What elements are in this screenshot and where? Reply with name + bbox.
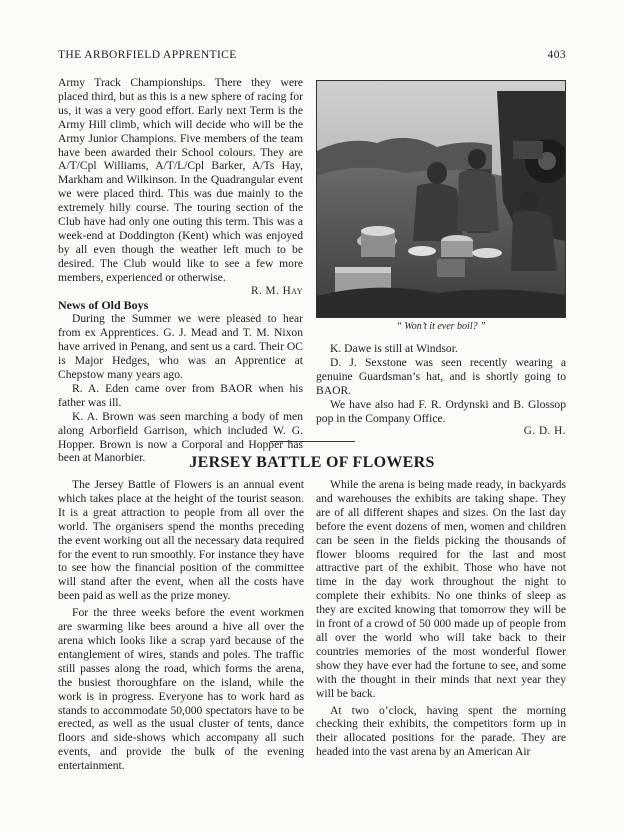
running-header	[58, 49, 566, 65]
photo-caption: “ Won’t it ever boil? ”	[396, 321, 486, 332]
article-left-paragraph-1: The Jersey Battle of Flowers is an annual event which takes place at the height of the tourist season. It is a great attraction to people from all over the world. The organisers spend the months preceding the event working out all the necessary data required for the event to run smoothly. For instance they have to see how the financial position of the committee will stand after the event, when all the costs have been paid as well as the prize money.	[58, 478, 304, 603]
visitors-paragraph: We have also had F. R. Ordynski and B. Glossop pop in the Company Office.	[316, 397, 566, 425]
old-boys-subheading: News of Old Boys	[58, 297, 149, 312]
article-headline: JERSEY BATTLE OF FLOWERS	[189, 454, 435, 471]
sexstone-paragraph: D. J. Sexstone was seen recently wearing a genuine Guardsman’s hat, and is shortly going to BAOR.	[316, 355, 566, 397]
athletics-paragraph: Army Track Championships. There they were placed third, but as this is a new sphere of racing for us, it was a very good effort. Early next Term is the Army Hill climb, which will decide who will be the Army Junior Champions. Five members of the team have been awarded their School colours. They are A/T/Cpl Williams, A/T/L/Cpl Barker, A/Ts Hay, Markham and Wilkinson. In the Quadrangular event we were placed third. This was due mainly to the extremely hilly course. The touring section of the Club have had only one outing this term. This was a week-end at Doddington (Kent) which was enjoyed by all even though the weather left much to be desired. The Club would like to see a few more members, experienced or otherwise.	[58, 76, 303, 284]
signature-rmh: R. M. Hay	[251, 284, 303, 297]
old-boys-paragraph-1: During the Summer we were pleased to hear from ex Apprentices. G. J. Mead and T. M. Nixon have arrived in Penang, and sent us a card. Their OC is Major Hedges, who was an Apprentice at Chepstow many years ago.	[58, 312, 303, 382]
article-left-column	[58, 478, 304, 773]
article-right-paragraph-2: At two o’clock, having spent the morning checking their exhibits, the competitors form up in their allocated positions for the parade. They are headed into the vast arena by an American Air	[316, 703, 566, 759]
campsite-photo	[316, 80, 566, 318]
top-left-column	[58, 76, 303, 465]
article-right-column	[316, 478, 566, 759]
article-right-paragraph-1: While the arena is being made ready, in backyards and warehouses the exhibits are taking shape. They are of all different shapes and sizes. On the last day before the event dozens of men, women and children can be seen in the fields picking the thousands of flower blooms required for the last and most attractive part of the exhibit. Those who have not time in the day work throughout the night to complete their exhibits. No one thinks of sleep as they are excited knowing that tomorrow they will be in front of a crowd of 50 000 made up of people from all over the world who will take back to their countries memories of the most wonderful flower show they have ever had the fortune to see, and some with the thought in their minds that next year they will be back.	[316, 478, 566, 700]
dawe-paragraph: K. Dawe is still at Windsor.	[330, 342, 458, 355]
old-boys-paragraph-3: K. A. Brown was seen marching a body of men along Arborfield Garrison, which included W. G. Hopper. Brown is now a Corporal and Hopper has been at Manorbier.	[58, 409, 303, 465]
publication-title: THE ARBORFIELD APPRENTICE	[58, 49, 237, 61]
page-number: 403	[547, 49, 566, 61]
campsite-photo-illustration	[317, 81, 565, 317]
signature-gdh: G. D. H.	[523, 425, 566, 438]
section-divider	[270, 441, 355, 442]
article-left-paragraph-2: For the three weeks before the event workmen are swarming like bees around a hive all over the arena which looks like a scrap yard because of the entanglement of wires, stands and poles. The traffic still passes along the road, which forms the arena, the busiest thoroughfare on the island, while the work is in progress. Everyone has to work hard as stands to accommodate 50,000 spectators have to be erected, as well as the usual cluster of tents, dance floors and side-shows which accompany all such events, and provide the bulk of the evening entertainment.	[58, 606, 304, 773]
top-right-column	[316, 342, 566, 439]
old-boys-paragraph-2: R. A. Eden came over from BAOR when his father was ill.	[58, 381, 303, 409]
